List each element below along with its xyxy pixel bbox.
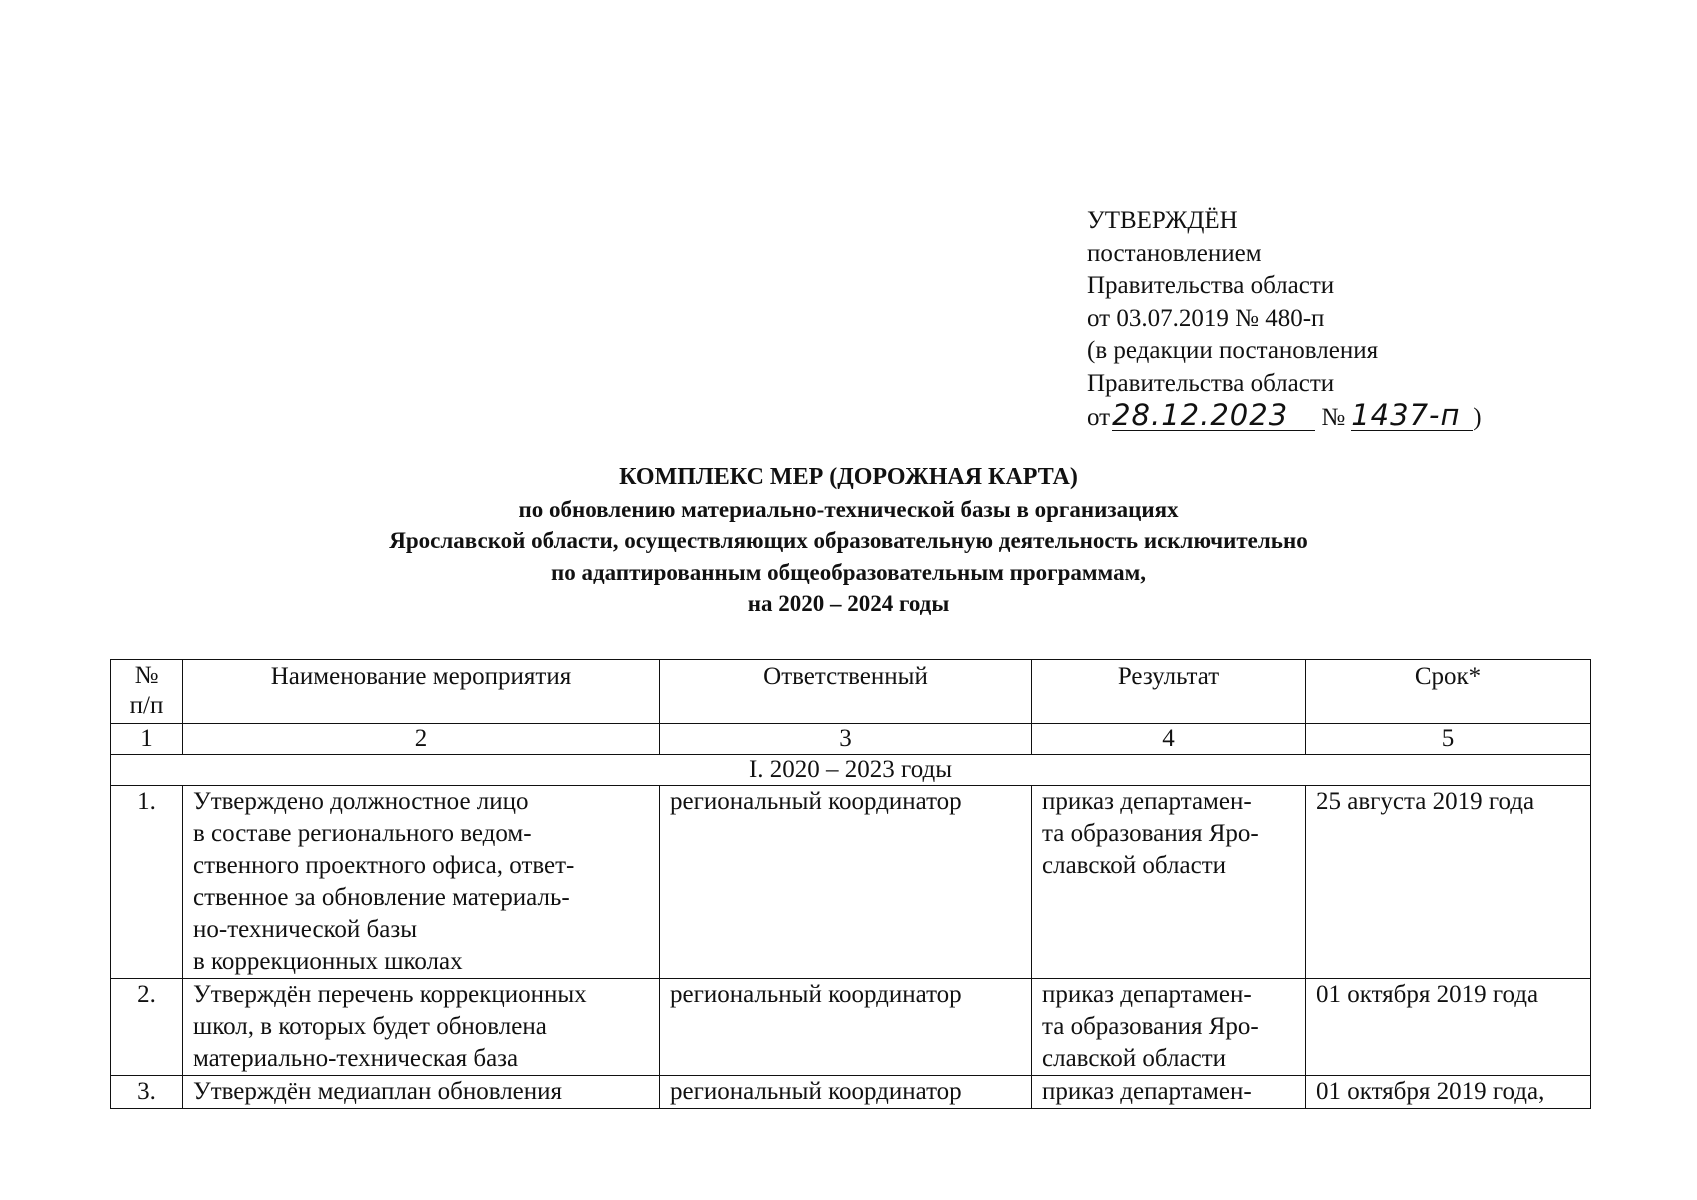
row-name-line: Утверждён перечень коррекционных [193, 981, 587, 1008]
header-number-abbr: п/п [129, 692, 164, 719]
row-name-line: материально-техническая база [193, 1045, 519, 1072]
section-row [111, 755, 1591, 786]
row-name-line: Утверждён медиаплан обновления [193, 1078, 563, 1105]
row-name-line: в составе регионального ведом- [193, 820, 532, 847]
column-number: 2 [183, 724, 660, 755]
number-label: № [1321, 404, 1346, 431]
row-result [1032, 786, 1306, 979]
section-title: I. 2020 – 2023 годы [111, 755, 1591, 786]
header-responsible: Ответственный [660, 660, 1032, 724]
approval-line: постановлением [1087, 239, 1262, 267]
approval-stamp [1087, 205, 1482, 435]
table-row [111, 979, 1591, 1076]
column-number: 4 [1032, 724, 1306, 755]
row-result [1032, 1076, 1306, 1109]
column-number: 5 [1306, 724, 1591, 755]
column-number-row [111, 724, 1591, 755]
row-name-line: но-технической базы [193, 916, 418, 943]
row-number: 3. [111, 1076, 183, 1109]
row-result-line: та образования Яро- [1042, 1013, 1259, 1040]
roadmap-table [110, 659, 1591, 1109]
row-result-line: славской области [1042, 852, 1226, 879]
row-result-line: приказ департамен- [1042, 981, 1252, 1008]
row-name-line: Утверждено должностное лицо [193, 788, 529, 815]
document-title [0, 462, 1697, 620]
title-line: по обновлению материально-технической базы в организациях [518, 496, 1179, 522]
title-main: КОМПЛЕКС МЕР (ДОРОЖНАЯ КАРТА) [619, 464, 1078, 490]
row-name-line: ственного проектного офиса, ответ- [193, 852, 575, 879]
row-name-line: ственное за обновление материаль- [193, 884, 570, 911]
title-line: Ярославской области, осуществляющих образовательную деятельность исключительно [389, 528, 1308, 553]
closing-bracket: ) [1473, 404, 1482, 431]
handwritten-number: 1437-п [1351, 400, 1473, 431]
row-responsible: региональный координатор [660, 1076, 1032, 1109]
approval-line: Правительства области [1087, 272, 1335, 299]
table-row [111, 786, 1591, 979]
title-line: на 2020 – 2024 годы [747, 591, 950, 616]
approval-line: (в редакции постановления [1087, 337, 1379, 364]
row-responsible: региональный координатор [660, 786, 1032, 979]
row-responsible: региональный координатор [660, 979, 1032, 1076]
row-number: 2. [111, 979, 183, 1076]
header-name: Наименование мероприятия [183, 660, 660, 724]
row-result-line: приказ департамен- [1042, 788, 1252, 815]
row-deadline: 01 октября 2019 года, [1306, 1076, 1591, 1109]
approval-amendment-line [1087, 400, 1482, 435]
header-number [111, 660, 183, 724]
row-name-line: школ, в которых будет обновлена [193, 1013, 547, 1040]
row-deadline: 25 августа 2019 года [1306, 786, 1591, 979]
table-header-row [111, 660, 1591, 724]
column-number: 1 [111, 724, 183, 755]
handwritten-date: 28.12.2023 [1112, 400, 1315, 431]
row-name-line: в коррекционных школах [193, 948, 463, 975]
approval-line: Правительства области [1087, 369, 1335, 397]
column-number: 3 [660, 724, 1032, 755]
row-result [1032, 979, 1306, 1076]
row-name [183, 786, 660, 979]
row-name [183, 1076, 660, 1109]
row-deadline: 01 октября 2019 года [1306, 979, 1591, 1076]
row-name [183, 979, 660, 1076]
row-result-line: славской области [1042, 1045, 1226, 1072]
table-row [111, 1076, 1591, 1109]
header-number-symbol: № [134, 662, 159, 689]
approval-line: от 03.07.2019 № 480-п [1087, 304, 1325, 332]
row-result-line: та образования Яро- [1042, 820, 1259, 847]
row-number: 1. [111, 786, 183, 979]
title-line: по адаптированным общеобразовательным программам, [550, 559, 1146, 585]
row-result-line: приказ департамен- [1042, 1078, 1252, 1105]
approval-heading: УТВЕРЖДЁН [1087, 207, 1238, 234]
header-result: Результат [1032, 660, 1306, 724]
header-deadline: Срок* [1306, 660, 1591, 724]
from-label: от [1087, 404, 1111, 431]
